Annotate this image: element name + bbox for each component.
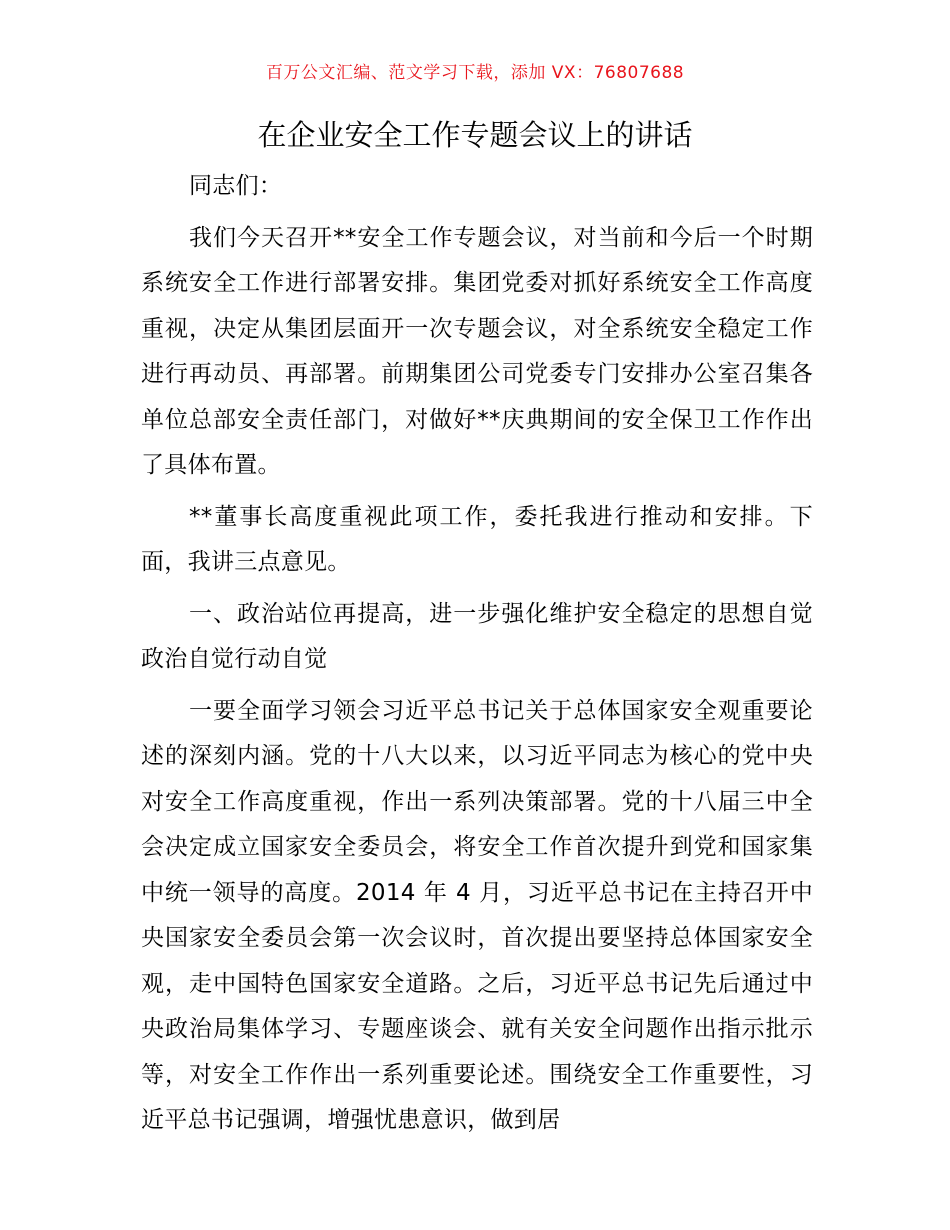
header-watermark-note: 百万公文汇编、范文学习下载，添加 VX：76807688: [265, 63, 685, 83]
paragraph-delegation: **董事长高度重视此项工作，委托我进行推动和安排。下面，我讲三点意见。: [141, 503, 813, 575]
paragraph-point-one: 一要全面学习领会习近平总书记关于总体国家安全观重要论述的深刻内涵。党的十八大以来，以习近平同志为核心的党中央对安全工作高度重视，作出一系列决策部署。党的十八届三中全会决定成立国家安全委员会，将安全工作首次提升到党和国家集中统一领导的高度。2014 年 4 月，习近平总书记在主持召开中央国家安全委员会第一次会议时，首次提出要坚持总体国家安全观，走中国特色国家安全道路。之后，习近平总书记先后通过中央政治局集体学习、专题座谈会、就有关安全问题作出指示批示等，对安全工作作出一系列重要论述。围绕安全工作重要性，习近平总书记强调，增强忧患意识，做到居: [141, 697, 813, 1133]
paragraph-intro: 我们今天召开**安全工作专题会议，对当前和今后一个时期系统安全工作进行部署安排。集团党委对抓好系统安全工作高度重视，决定从集团层面开一次专题会议，对全系统安全稳定工作进行再动员、再部署。前期集团公司党委专门安排办公室召集各单位总部安全责任部门，对做好**庆典期间的安全保卫工作作出了具体布置。: [141, 224, 813, 478]
document-title: 在企业安全工作专题会议上的讲话: [257, 118, 693, 152]
salutation: 同志们：: [189, 173, 283, 199]
section-heading-one: 一、政治站位再提高，进一步强化维护安全稳定的思想自觉政治自觉行动自觉: [141, 600, 813, 672]
document-body: [141, 164, 813, 1150]
